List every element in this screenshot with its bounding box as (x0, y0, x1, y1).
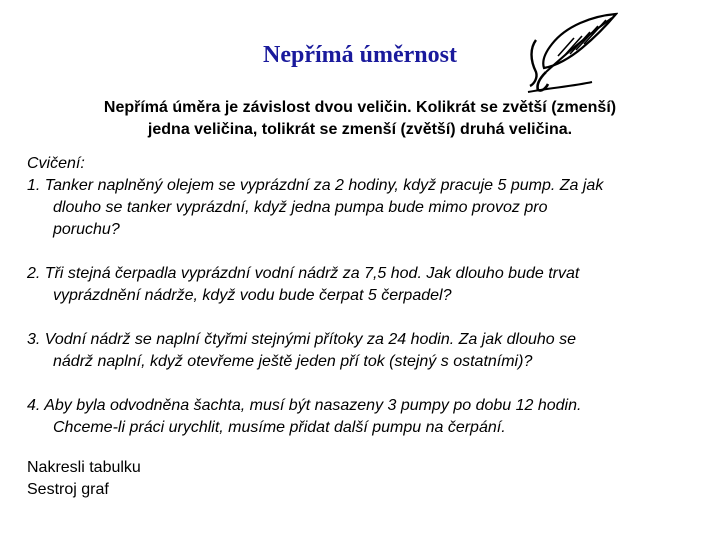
exercise-text: 3. Vodní nádrž se naplní čtyřmi stejnými přítoky za 24 hodin. Za jak dlouho se (27, 331, 577, 348)
exercise-text: 1. Tanker naplněný olejem se vyprázdní za 2 hodiny, když pracuje 5 pump. Za jak (27, 177, 604, 194)
page-title: Nepřímá úměrnost (263, 42, 457, 68)
task-draw-graph: Sestroj graf (27, 481, 109, 498)
exercise-text: poruchu? (53, 221, 120, 238)
definition-line: Nepřímá úměra je závislost dvou veličin. Kolikrát se zvětší (zmenší) (103, 99, 617, 116)
task-list (27, 457, 141, 501)
exercise-text: Chceme-li práci urychlit, musíme přidat další pumpu na čerpání. (53, 419, 506, 436)
exercise-text: 2. Tři stejná čerpadla vyprázdní vodní nádrž za 7,5 hod. Jak dlouho bude trvat (27, 265, 580, 282)
exercises-heading: Cvičení: (27, 155, 85, 172)
task-draw-table: Nakresli tabulku (27, 459, 141, 476)
exercise-text: dlouho se tanker vyprázdní, když jedna pumpa bude mimo provoz pro (53, 199, 548, 216)
exercise-text: 4. Aby byla odvodněna šachta, musí být nasazeny 3 pumpy po dobu 12 hodin. (27, 397, 582, 414)
exercise-item (27, 395, 695, 439)
definition-text (30, 97, 690, 141)
exercise-text: vyprázdnění nádrže, když vodu bude čerpat 5 čerpadel? (53, 287, 452, 304)
exercise-text: nádrž naplní, když otevřeme ještě jeden pří tok (stejný s ostatními)? (53, 353, 533, 370)
quill-pen-icon (522, 12, 618, 94)
exercise-item (27, 329, 695, 373)
exercise-item (27, 175, 695, 241)
exercise-item (27, 263, 695, 307)
exercise-list (27, 153, 695, 439)
definition-line: jedna veličina, tolikrát se zmenší (zvětší) druhá veličina. (147, 121, 573, 138)
